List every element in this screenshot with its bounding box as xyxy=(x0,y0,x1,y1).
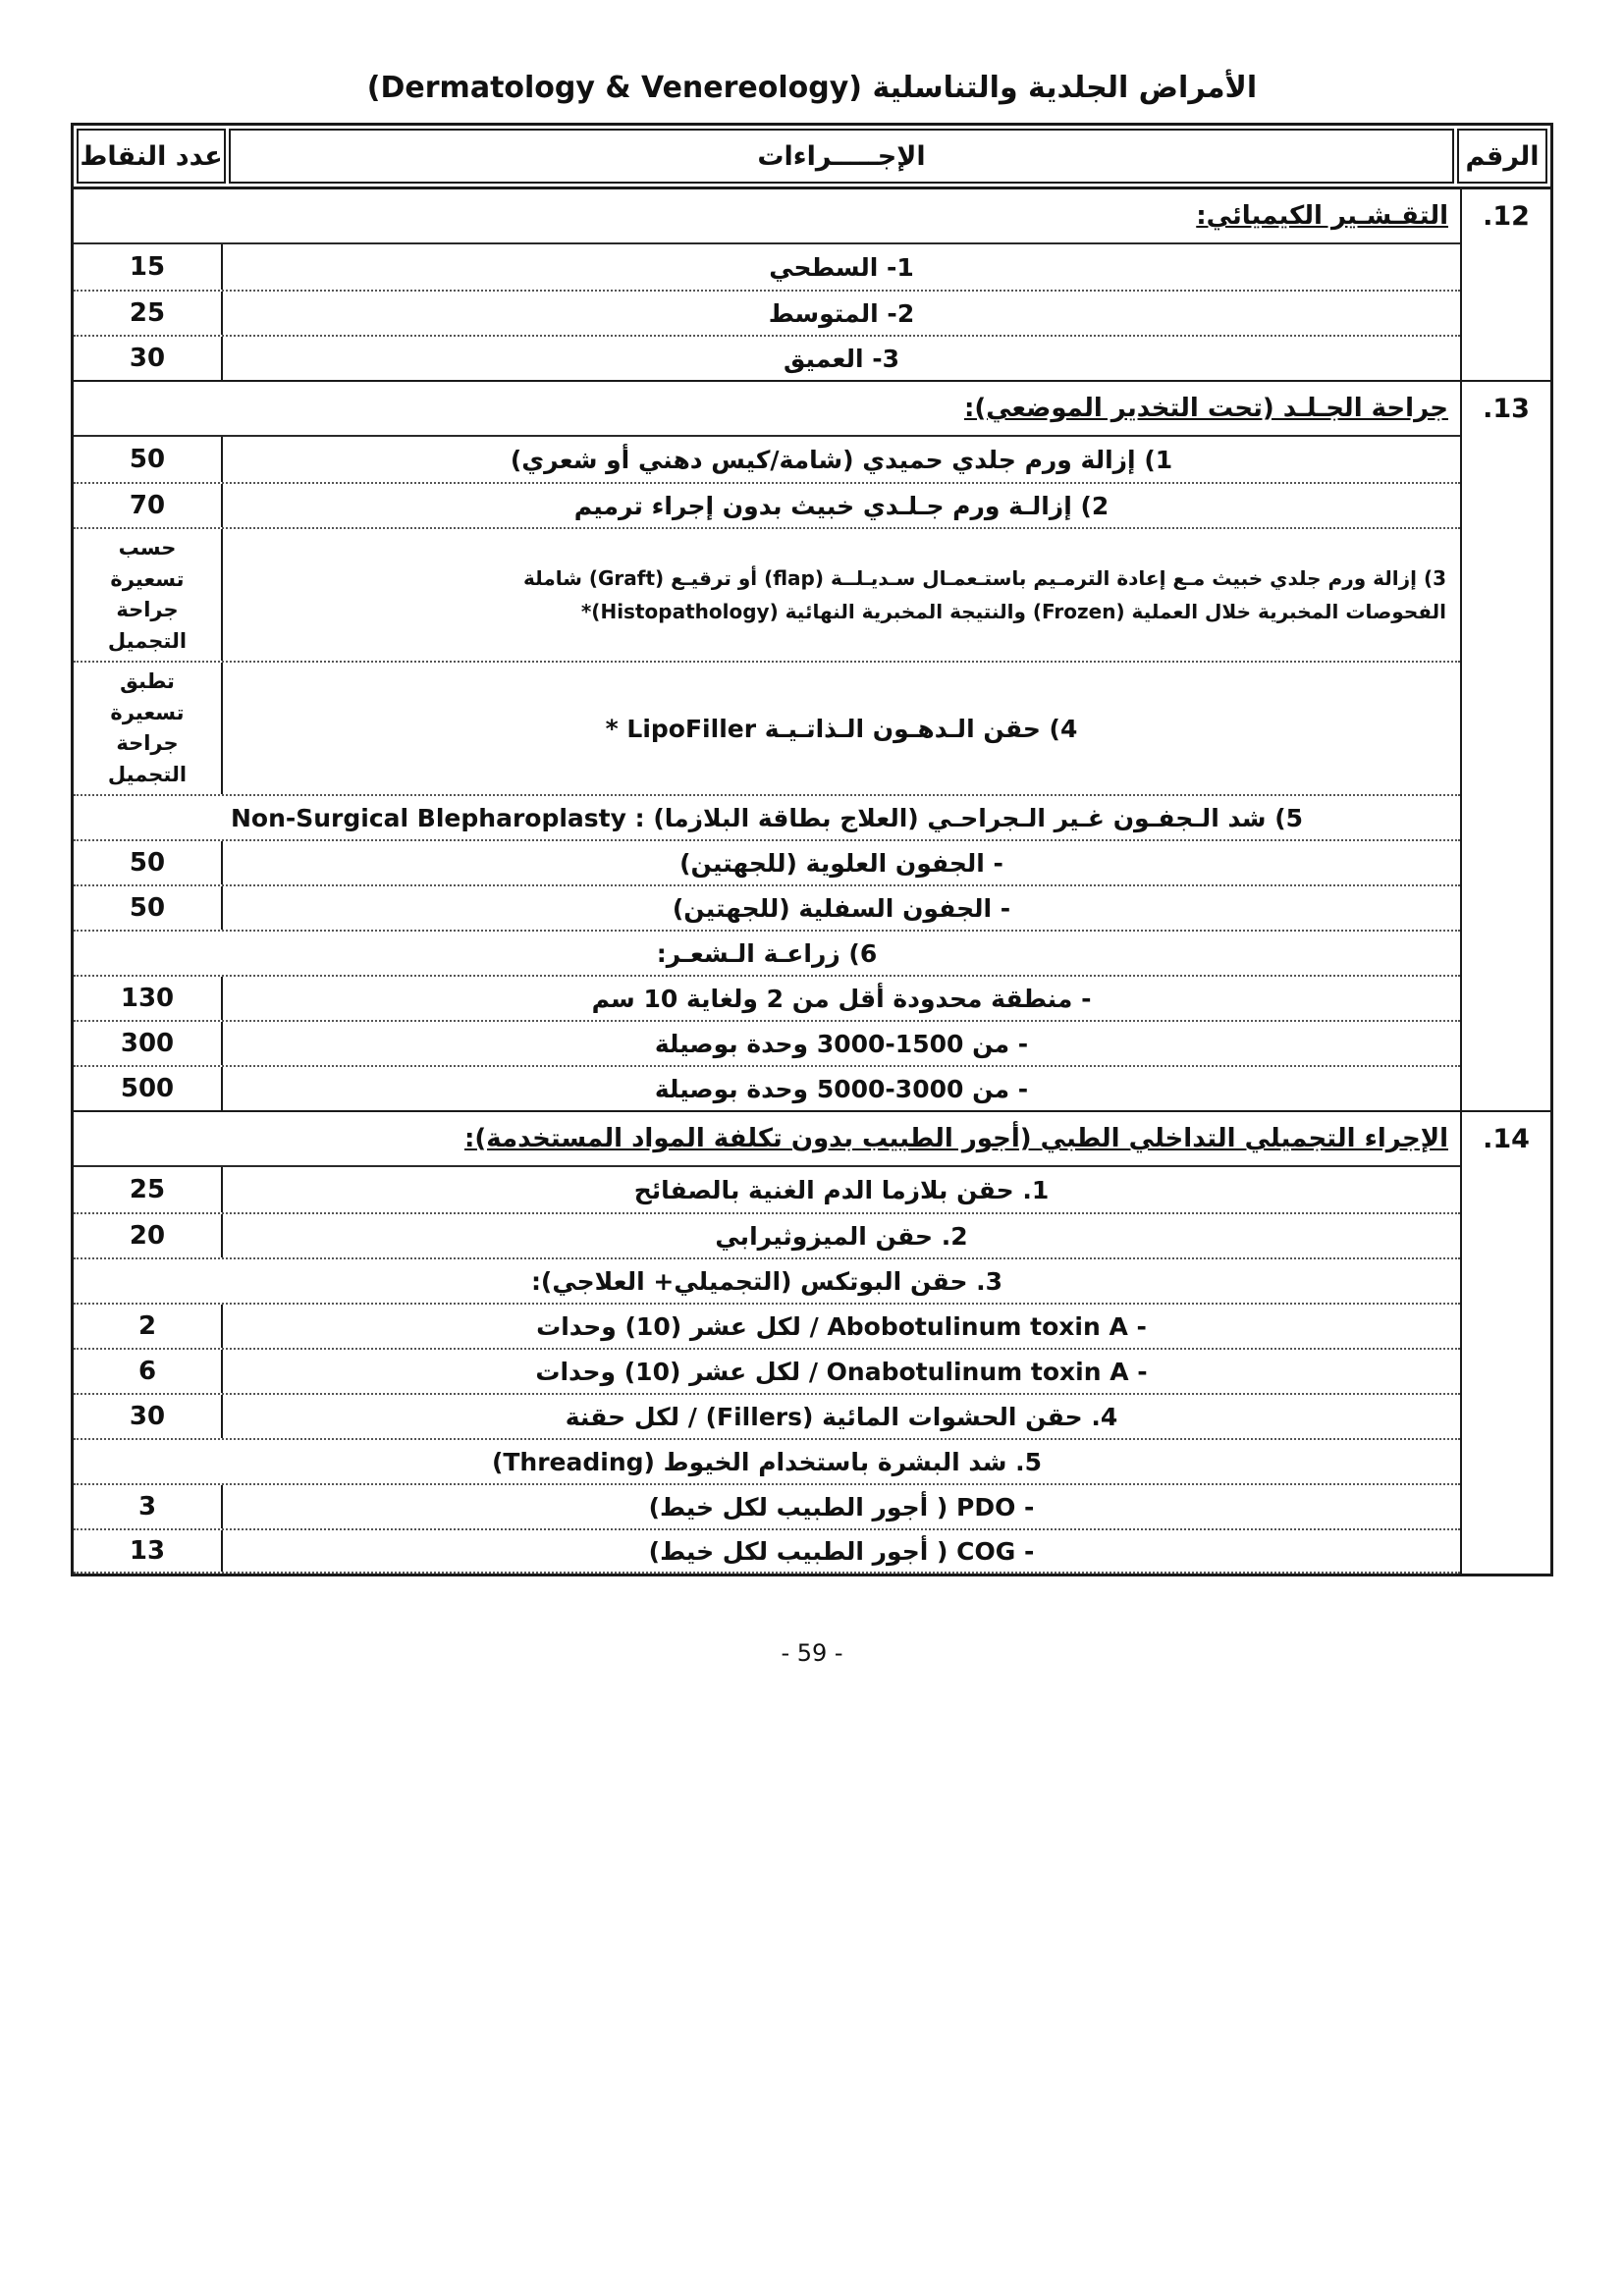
procedure-text: 2. حقن الميزوثيرابي xyxy=(715,1221,968,1251)
table-row xyxy=(74,1528,1460,1574)
table-row xyxy=(74,1167,1460,1212)
procedure-text: - منطقة محدودة أقل من 2 ولغاية 10 سم xyxy=(591,984,1092,1013)
points-value: 30 xyxy=(74,1395,223,1438)
procedure-text: - COG ( أجور الطبيب لكل خيط) xyxy=(648,1536,1035,1566)
table-row xyxy=(74,839,1460,884)
column-header-number: الرقم xyxy=(1457,129,1547,184)
procedure-text: 2- المتوسط xyxy=(768,298,915,328)
points-line2: جراحة التجميل xyxy=(107,598,188,653)
points-value xyxy=(74,663,223,794)
points-value: 13 xyxy=(74,1530,223,1572)
procedure-text: 2) إزالـة ورم جـلـدي خبيث بدون إجراء ترميم xyxy=(573,491,1110,520)
page-number: - 59 - xyxy=(781,1639,843,1667)
table-row xyxy=(74,1020,1460,1065)
table-row xyxy=(74,290,1460,335)
points-value: 2 xyxy=(74,1305,223,1348)
table-row xyxy=(74,1257,1460,1303)
table-row xyxy=(74,661,1460,794)
section-body xyxy=(74,1112,1460,1574)
section-body xyxy=(74,382,1460,1110)
section-number: 14. xyxy=(1460,1112,1550,1574)
points-value: 50 xyxy=(74,437,223,482)
table-row xyxy=(74,930,1460,975)
procedure-text: - PDO ( أجور الطبيب لكل خيط) xyxy=(648,1492,1035,1522)
column-header-points: عدد النقاط xyxy=(77,129,226,184)
procedure-text: 1) إزالة ورم جلدي حميدي (شامة/كيس دهني أو شعري) xyxy=(510,445,1173,474)
procedure-text: 3. حقن البوتكس (التجميلي+ العلاجي): xyxy=(530,1266,1003,1296)
procedure-text: 1. حقن بلازما الدم الغنية بالصفائح xyxy=(633,1175,1050,1204)
points-value: 50 xyxy=(74,841,223,884)
table-header-row xyxy=(74,126,1550,189)
points-line1: تطبق تسعيرة xyxy=(110,669,185,724)
section-12 xyxy=(74,189,1550,380)
points-value: 25 xyxy=(74,1167,223,1212)
procedure-text: 4) حقن الـدهـون الـذاتـيـة LipoFiller * xyxy=(605,714,1078,743)
procedure-text: 1- السطحي xyxy=(769,252,914,282)
table-row xyxy=(74,1065,1460,1110)
procedure-text: - Onabotulinum toxin A / لكل عشر (10) وحدات xyxy=(535,1357,1148,1386)
table-row xyxy=(74,335,1460,380)
points-value xyxy=(74,529,223,661)
points-value: 50 xyxy=(74,886,223,930)
points-value: 30 xyxy=(74,337,223,380)
procedure-text: - الجفون العلوية (للجهتين) xyxy=(679,848,1003,878)
section-title-row xyxy=(74,1112,1460,1167)
table-row xyxy=(74,1212,1460,1257)
points-value: 500 xyxy=(74,1067,223,1110)
table-row xyxy=(74,1483,1460,1528)
procedure-text-line1: 3) إزالة ورم جلدي خبيث مـع إعادة الترمـيم باستـعمـال سـديـلــة (flap) أو ترقيـع (Graft) شاملة xyxy=(523,566,1446,590)
section-number: 13. xyxy=(1460,382,1550,1110)
procedure-text: 3- العميق xyxy=(783,344,900,373)
points-value: 3 xyxy=(74,1485,223,1528)
points-value: 70 xyxy=(74,484,223,527)
points-value: 130 xyxy=(74,977,223,1020)
section-number: 12. xyxy=(1460,189,1550,380)
procedure-text: 6) زراعـة الـشعـر: xyxy=(656,938,878,968)
procedure-text xyxy=(223,529,1460,661)
points-value: 6 xyxy=(74,1350,223,1393)
table-row xyxy=(74,794,1460,839)
page-title: الأمراض الجلدية والتناسلية (Dermatology & Venereology) xyxy=(366,71,1258,105)
procedure-text: 5. شد البشرة باستخدام الخيوط (Threading) xyxy=(491,1447,1043,1476)
table-row xyxy=(74,527,1460,661)
section-title: جراحة الجـلـد (تحت التخدير الموضعي): xyxy=(963,394,1448,423)
section-title-row xyxy=(74,382,1460,437)
section-title: التقـشـير الكيميائي: xyxy=(1196,201,1448,231)
section-14 xyxy=(74,1110,1550,1574)
procedure-text: 5) شد الـجفـون غـير الـجراحـي (العلاج بطاقة البلازما) : Non-Surgical Blepharoplasty xyxy=(230,803,1304,832)
table-row xyxy=(74,482,1460,527)
points-value: 15 xyxy=(74,244,223,290)
section-title-row xyxy=(74,189,1460,244)
procedure-text-line2: الفحوصات المخبرية خلال العملية (Frozen) والنتيجة المخبرية النهائية (Histopathology)* xyxy=(580,600,1446,623)
table-row xyxy=(74,975,1460,1020)
procedure-text: - الجفون السفلية (للجهتين) xyxy=(672,893,1011,923)
points-value: 300 xyxy=(74,1022,223,1065)
table-row xyxy=(74,1393,1460,1438)
table-row xyxy=(74,1348,1460,1393)
procedure-text: - من 3000-5000 وحدة بوصيلة xyxy=(654,1074,1029,1103)
points-line2: جراحة التجميل xyxy=(107,731,188,786)
table-row xyxy=(74,1438,1460,1483)
section-title: الإجراء التجميلي التداخلي الطبي (أجور الطبيب بدون تكلفة المواد المستخدمة): xyxy=(463,1124,1448,1153)
points-line1: حسب تسعيرة xyxy=(110,536,185,591)
procedures-table xyxy=(71,123,1553,1576)
points-value: 25 xyxy=(74,292,223,335)
table-row xyxy=(74,437,1460,482)
table-row xyxy=(74,244,1460,290)
points-value: 20 xyxy=(74,1214,223,1257)
section-body xyxy=(74,189,1460,380)
section-13 xyxy=(74,380,1550,1110)
table-row xyxy=(74,1303,1460,1348)
procedure-text: - من 1500-3000 وحدة بوصيلة xyxy=(654,1029,1029,1058)
procedure-text: 4. حقن الحشوات المائية (Fillers) / لكل حقنة xyxy=(565,1402,1118,1431)
procedure-text: - Abobotulinum toxin A / لكل عشر (10) وحدات xyxy=(536,1311,1147,1341)
column-header-procedures: الإجـــــراءات xyxy=(229,129,1454,184)
table-row xyxy=(74,884,1460,930)
